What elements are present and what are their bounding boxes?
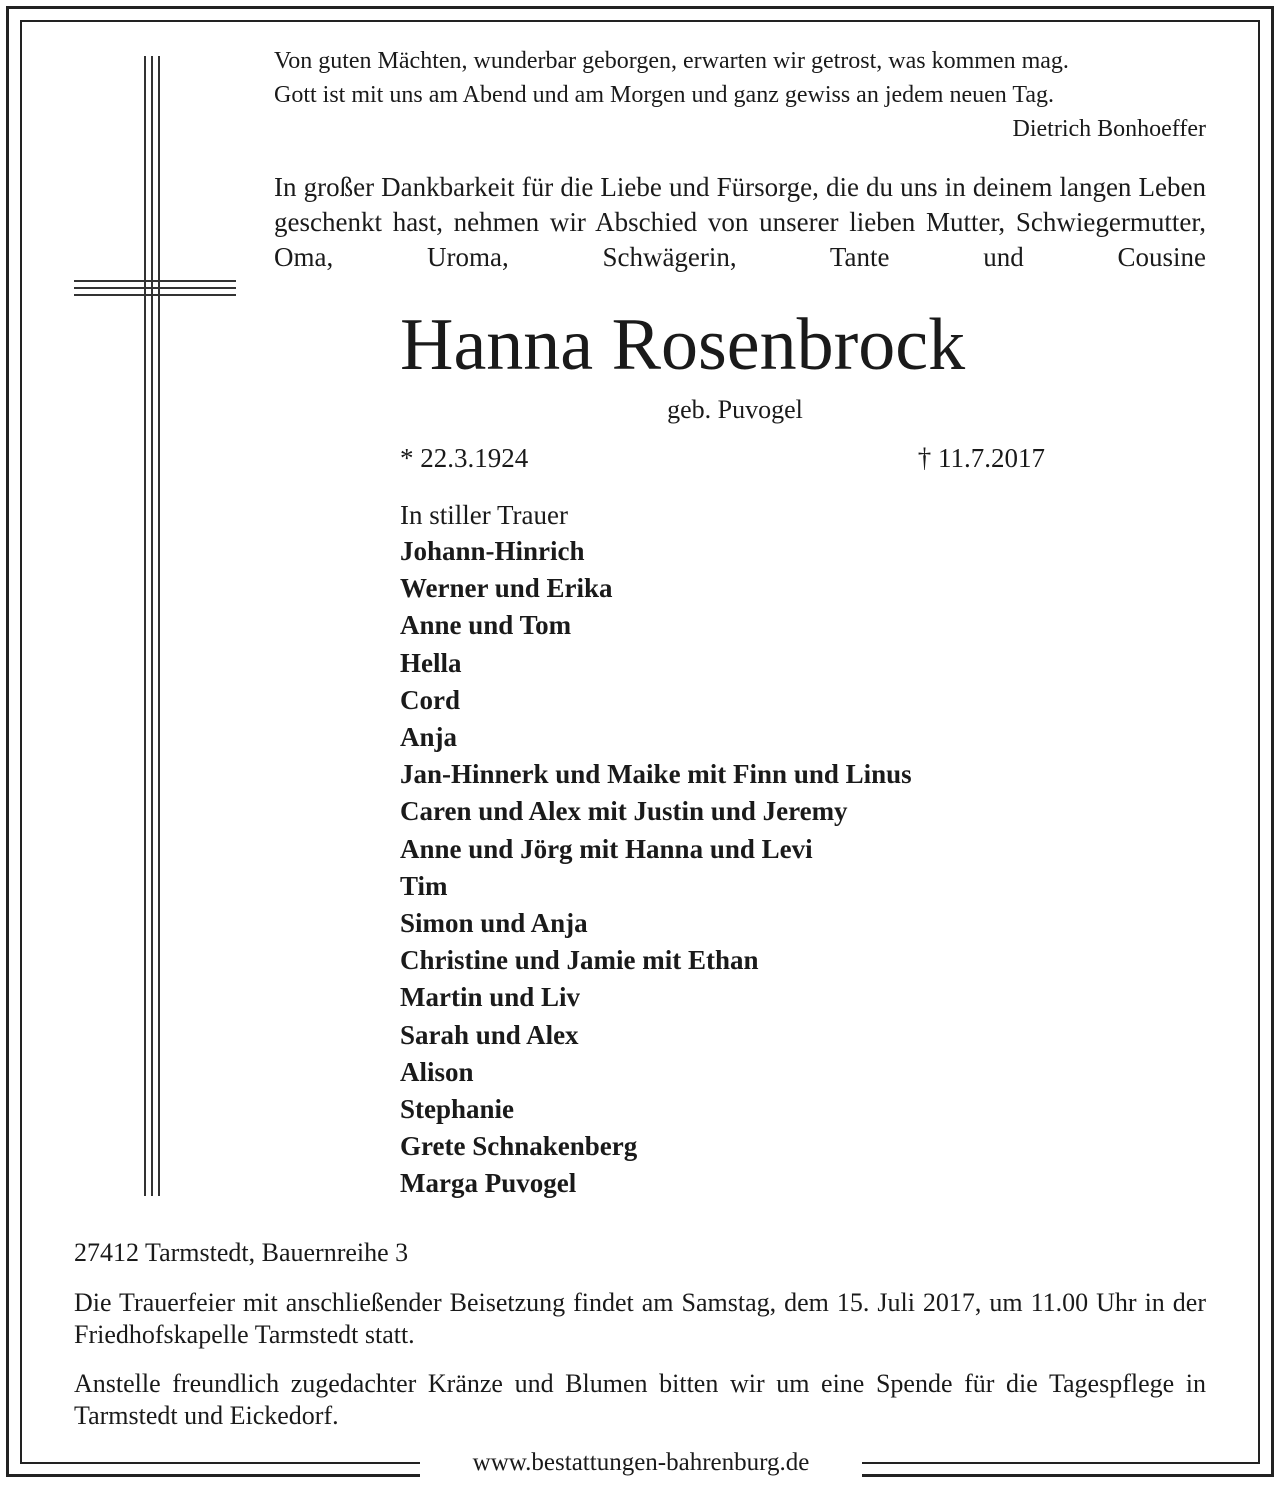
list-item: Sarah und Alex	[400, 1019, 579, 1050]
deceased-name: Hanna Rosenbrock	[400, 304, 966, 386]
list-item: Alison	[400, 1056, 474, 1087]
life-dates	[400, 440, 1045, 476]
mourning-intro: In stiller Trauer	[400, 500, 568, 530]
list-item: Simon und Anja	[400, 908, 588, 939]
list-item: Jan-Hinnerk und Maike mit Finn und Linus	[400, 759, 912, 790]
cross-icon-vertical	[144, 56, 164, 1196]
service-notice: Die Trauerfeier mit anschließender Beisetzung findet am Samstag, dem 15. Juli 2017, um 11.00 Uhr in der Friedhofskapelle Tarmstedt statt.	[74, 1288, 1206, 1349]
list-item: Hella	[400, 647, 462, 678]
list-item: Werner und Erika	[400, 573, 613, 604]
list-item: Anne und Tom	[400, 610, 572, 641]
bonhoeffer-quote	[274, 44, 1206, 146]
death-date: † 11.7.2017	[917, 443, 1045, 473]
birth-date: * 22.3.1924	[400, 443, 529, 473]
intro-text: In großer Dankbarkeit für die Liebe und Fürsorge, die du uns in deinem langen Leben geschenkt hast, nehmen wir Abschied von unserer lieben Mutter, Schwiegermutter, Oma, Uroma, Schwägerin, Tante und Cousine	[274, 172, 1206, 272]
mourners-list	[400, 533, 912, 1203]
quote-line: Von guten Mächten, wunderbar geborgen, erwarten wir getrost, was kommen mag.	[274, 48, 1069, 74]
list-item: Grete Schnakenberg	[400, 1131, 638, 1162]
list-item: Cord	[400, 684, 460, 715]
birth-name: geb. Puvogel	[667, 395, 803, 424]
website-link[interactable]: www.bestattungen-bahrenburg.de	[472, 1449, 810, 1476]
list-item: Johann-Hinrich	[400, 536, 585, 566]
list-item: Tim	[400, 870, 448, 901]
cross-icon-horizontal	[74, 280, 236, 300]
donation-notice: Anstelle freundlich zugedachter Kränze und Blumen bitten wir um eine Spende für die Tagespflege in Tarmstedt und Eickedorf.	[74, 1369, 1206, 1430]
family-address: 27412 Tarmstedt, Bauernreihe 3	[74, 1238, 409, 1267]
list-item: Anja	[400, 722, 458, 753]
list-item: Martin und Liv	[400, 982, 581, 1013]
list-item: Marga Puvogel	[400, 1168, 577, 1199]
list-item: Anne und Jörg mit Hanna und Levi	[400, 833, 813, 864]
list-item: Christine und Jamie mit Ethan	[400, 945, 759, 976]
quote-line: Gott ist mit uns am Abend und am Morgen und ganz gewiss an jedem neuen Tag.	[274, 82, 1054, 108]
quote-author: Dietrich Bonhoeffer	[1012, 116, 1206, 142]
list-item: Stephanie	[400, 1094, 515, 1125]
list-item: Caren und Alex mit Justin und Jeremy	[400, 796, 848, 827]
